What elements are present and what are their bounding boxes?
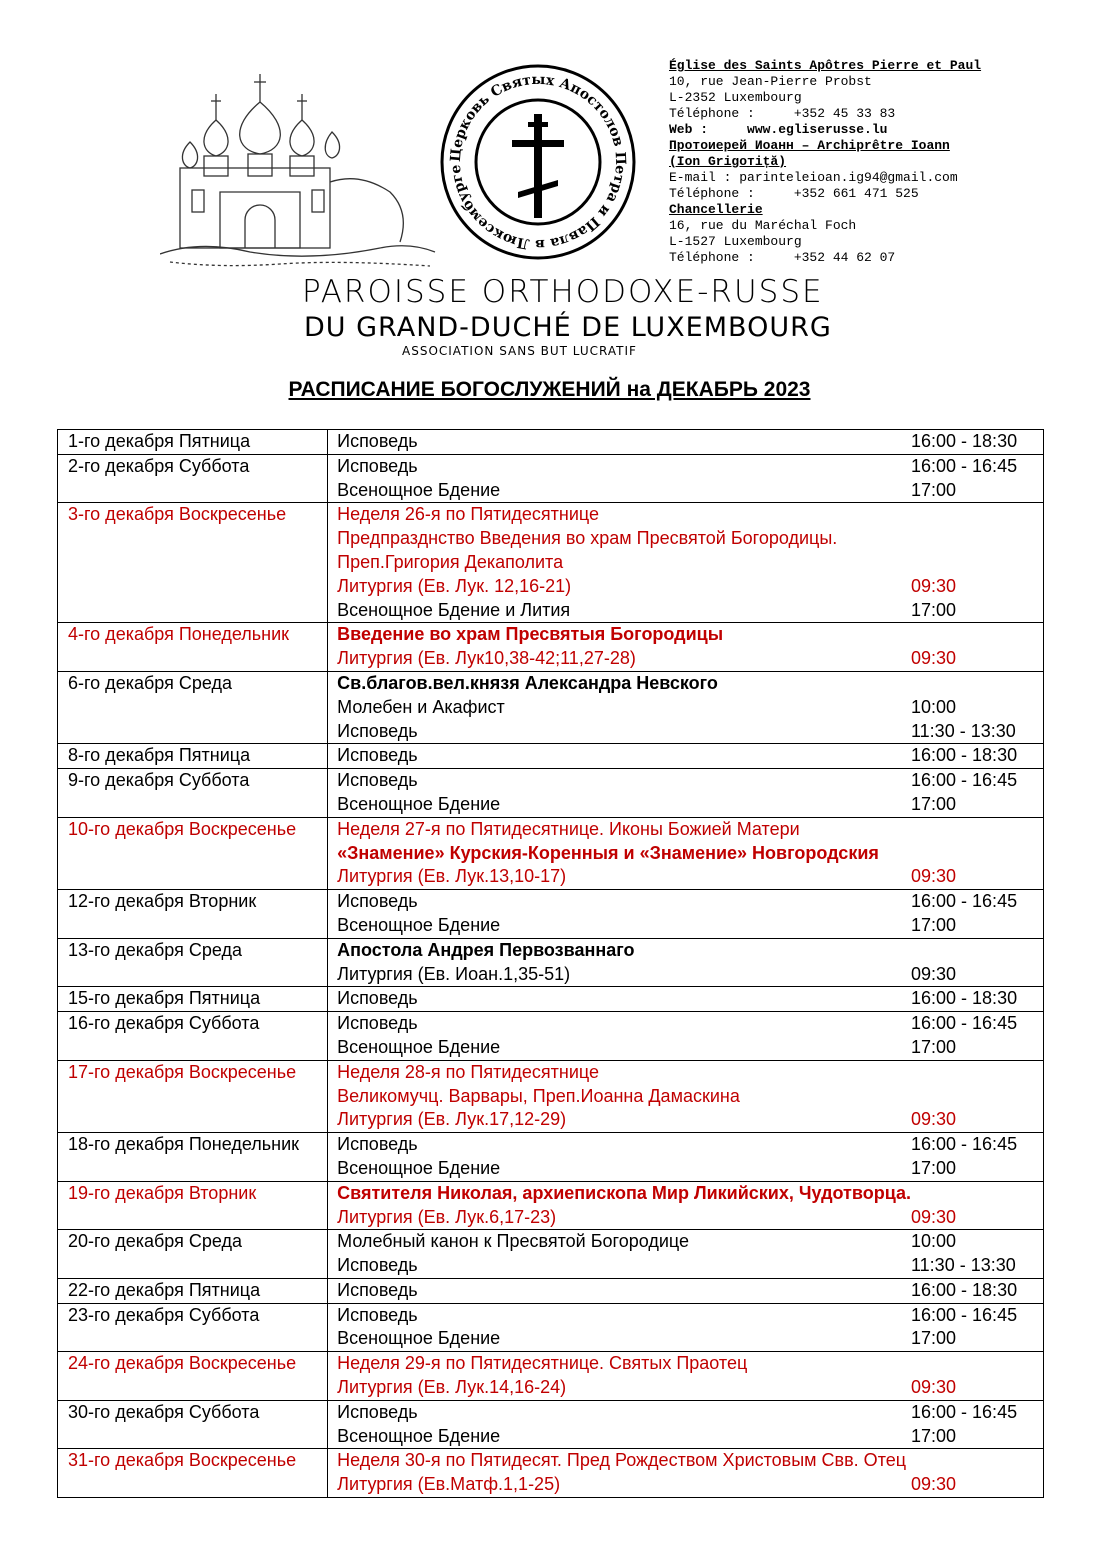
service-name: Литургия (Ев. Лук.17,12-29): [337, 1109, 567, 1130]
service-name: Литургия (Ев. Лук.6,17-23): [337, 1206, 557, 1227]
service-name: Всенощное Бдение: [337, 479, 501, 500]
contact-line: 10, rue Jean-Pierre Probst: [669, 74, 872, 89]
service-name: Неделя 29-я по Пятидесятнице. Святых Праотец: [337, 1353, 748, 1374]
date-label: 3-го декабря Воскресенье: [68, 504, 287, 525]
service-cell: [328, 1303, 1044, 1352]
service-name: Литургия (Ев. Иоан.1,35-51): [337, 963, 571, 984]
service-time: 17:00: [911, 1328, 957, 1349]
date-label: 6-го декабря Среда: [68, 672, 232, 693]
service-cell: [328, 1060, 1044, 1132]
date-label: 13-го декабря Среда: [68, 939, 242, 960]
service-cell: [328, 1278, 1044, 1303]
service-name: Неделя 30-я по Пятидесят. Пред Рождеством Христовым Свв. Отец: [337, 1450, 907, 1471]
service-time: 09:30: [911, 648, 957, 669]
service-name: Исповедь: [337, 770, 418, 791]
service-name: Предпразднство Введения во храм Пресвятой Богородицы.: [337, 528, 838, 549]
service-line: [337, 1401, 1029, 1425]
service-name: Всенощное Бдение: [337, 1425, 501, 1446]
service-time: [911, 503, 1029, 527]
service-time: [911, 1085, 1029, 1109]
schedule-row: [58, 987, 1044, 1012]
service-name: Исповедь: [337, 1279, 418, 1300]
service-name: Неделя 26-я по Пятидесятнице: [337, 504, 600, 525]
service-time: [911, 1352, 1029, 1376]
service-line: [337, 818, 1029, 842]
service-line: [337, 1230, 1029, 1254]
contact-line: (Ion Grigoтiță): [669, 154, 787, 169]
service-line: [337, 1327, 1029, 1351]
schedule-row: [58, 503, 1044, 623]
service-name: Неделя 28-я по Пятидесятнице: [337, 1061, 600, 1082]
service-line: [337, 865, 1029, 889]
service-line: [337, 1352, 1029, 1376]
service-line: [337, 720, 1029, 744]
service-cell: [328, 430, 1044, 455]
service-time: [911, 818, 1029, 842]
service-cell: [328, 1352, 1044, 1401]
date-label: 16-го декабря Суббота: [68, 1013, 260, 1034]
contact-line: Église des Saints Apôtres Pierre et Paul: [669, 58, 982, 73]
service-cell: [328, 503, 1044, 623]
service-cell: [328, 1133, 1044, 1182]
service-name: Святителя Николая, архиепископа Мир Ликийских, Чудотворца.: [337, 1182, 911, 1203]
service-name: Введение во храм Пресвятыя Богородицы: [337, 624, 724, 645]
service-time: 16:00 - 16:45: [911, 455, 1018, 476]
service-time: [911, 672, 1029, 696]
service-name: Исповедь: [337, 988, 418, 1009]
service-name: Св.благов.вел.князя Александра Невского: [337, 672, 718, 693]
date-label: 2-го декабря Суббота: [68, 455, 250, 476]
service-line: [337, 672, 1029, 696]
service-name: Всенощное Бдение: [337, 914, 501, 935]
service-line: [337, 1206, 1029, 1230]
contact-line: Web : www.egliserusse.lu: [669, 122, 888, 137]
date-label: 15-го декабря Пятница: [68, 988, 261, 1009]
service-cell: [328, 623, 1044, 672]
schedule-row: [58, 1449, 1044, 1498]
date-cell: [58, 890, 328, 939]
service-line: [337, 1061, 1029, 1085]
schedule-row: [58, 938, 1044, 987]
service-name: Исповедь: [337, 1401, 418, 1422]
schedule-row: [58, 1352, 1044, 1401]
schedule-row: [58, 769, 1044, 818]
service-cell: [328, 454, 1044, 503]
service-line: [337, 1133, 1029, 1157]
service-line: [337, 647, 1029, 671]
contact-line: E-mail : parinteleioan.ig94@gmail.com: [669, 170, 958, 185]
schedule-row: [58, 1060, 1044, 1132]
date-cell: [58, 1133, 328, 1182]
service-cell: [328, 1449, 1044, 1498]
date-label: 19-го декабря Вторник: [68, 1182, 257, 1203]
date-label: 20-го декабря Среда: [68, 1231, 242, 1252]
date-cell: [58, 1012, 328, 1061]
church-drawing-logo: [160, 72, 440, 272]
service-time: 10:00: [911, 1231, 957, 1252]
service-name: Молебный канон к Пресвятой Богородице: [337, 1231, 690, 1252]
date-cell: [58, 744, 328, 769]
date-cell: [58, 671, 328, 743]
service-time: [911, 939, 1029, 963]
service-time: 11:30 - 13:30: [911, 1255, 1016, 1276]
service-time: 09:30: [911, 1474, 957, 1495]
service-line: [337, 503, 1029, 527]
date-label: 18-го декабря Понедельник: [68, 1134, 300, 1155]
service-line: [337, 769, 1029, 793]
service-name: Литургия (Ев. Лук10,38-42;11,27-28): [337, 648, 636, 669]
parish-name-line2: DU GRAND-DUCHÉ DE LUXEMBOURG: [304, 312, 832, 343]
service-line: [337, 744, 1029, 768]
contact-line: Téléphone : +352 661 471 525: [669, 186, 919, 201]
service-line: [337, 914, 1029, 938]
schedule-row: [58, 1012, 1044, 1061]
schedule-row: [58, 454, 1044, 503]
service-name: Всенощное Бдение и Лития: [337, 599, 571, 620]
service-name: Неделя 27-я по Пятидесятнице. Иконы Божией Матери: [337, 818, 800, 839]
date-label: 9-го декабря Суббота: [68, 770, 250, 791]
service-line: [337, 1157, 1029, 1181]
date-cell: [58, 430, 328, 455]
date-label: 22-го декабря Пятница: [68, 1279, 261, 1300]
service-name: Апостола Андрея Первозваннаго: [337, 939, 635, 960]
service-line: [337, 623, 1029, 647]
service-cell: [328, 744, 1044, 769]
service-line: [337, 551, 1029, 575]
service-cell: [328, 1400, 1044, 1449]
date-label: 8-го декабря Пятница: [68, 745, 251, 766]
date-label: 17-го декабря Воскресенье: [68, 1061, 297, 1082]
service-line: [337, 1304, 1029, 1328]
service-name: Исповедь: [337, 1304, 418, 1325]
service-time: 16:00 - 18:30: [911, 1279, 1018, 1300]
service-name: Всенощное Бдение: [337, 1036, 501, 1057]
date-label: 10-го декабря Воскресенье: [68, 818, 297, 839]
service-time: [911, 1182, 1029, 1206]
schedule-row: [58, 1400, 1044, 1449]
date-cell: [58, 1352, 328, 1401]
service-time: 09:30: [911, 1377, 957, 1398]
date-label: 12-го декабря Вторник: [68, 891, 257, 912]
service-time: 16:00 - 18:30: [911, 745, 1018, 766]
service-line: [337, 1108, 1029, 1132]
service-name: Литургия (Ев.Матф.1,1-25): [337, 1474, 561, 1495]
service-name: Литургия (Ев. Лук.13,10-17): [337, 866, 567, 887]
service-time: 17:00: [911, 1425, 957, 1446]
schedule-row: [58, 1278, 1044, 1303]
schedule-row: [58, 430, 1044, 455]
service-line: [337, 939, 1029, 963]
service-cell: [328, 890, 1044, 939]
date-cell: [58, 1181, 328, 1230]
service-line: [337, 455, 1029, 479]
contact-line: Téléphone : +352 45 33 83: [669, 106, 896, 121]
date-cell: [58, 938, 328, 987]
service-cell: [328, 769, 1044, 818]
page-title: РАСПИСАНИЕ БОГОСЛУЖЕНИЙ на ДЕКАБРЬ 2023: [288, 378, 811, 401]
schedule-row: [58, 817, 1044, 889]
schedule-row: [58, 1133, 1044, 1182]
service-name: Преп.Григория Декаполита: [337, 551, 564, 572]
service-name: Исповедь: [337, 891, 418, 912]
service-time: 11:30 - 13:30: [911, 720, 1016, 741]
service-time: 09:30: [911, 1206, 957, 1227]
service-time: 09:30: [911, 963, 957, 984]
service-cell: [328, 1012, 1044, 1061]
date-label: 24-го декабря Воскресенье: [68, 1353, 297, 1374]
parish-name-line1: PAROISSE ORTHODOXE-RUSSE: [302, 274, 824, 310]
date-label: 1-го декабря Пятница: [68, 431, 251, 451]
schedule-row: [58, 671, 1044, 743]
service-line: [337, 842, 1029, 866]
service-name: Литургия (Ев. Лук. 12,16-21): [337, 575, 572, 596]
service-name: Молебен и Акафист: [337, 696, 505, 717]
service-line: [337, 793, 1029, 817]
date-cell: [58, 1449, 328, 1498]
contact-block: [669, 58, 981, 266]
service-name: Исповедь: [337, 745, 418, 766]
date-cell: [58, 817, 328, 889]
service-line: [337, 1182, 1029, 1206]
service-line: [337, 1012, 1029, 1036]
service-cell: [328, 938, 1044, 987]
service-line: [337, 963, 1029, 987]
service-time: 16:00 - 16:45: [911, 1401, 1018, 1422]
service-time: 16:00 - 18:30: [911, 988, 1018, 1009]
service-cell: [328, 671, 1044, 743]
service-line: [337, 527, 1029, 551]
schedule-row: [58, 890, 1044, 939]
schedule-row: [58, 623, 1044, 672]
service-time: [911, 527, 1029, 551]
service-name: Всенощное Бдение: [337, 1328, 501, 1349]
service-line: [337, 1085, 1029, 1109]
service-time: 16:00 - 16:45: [911, 770, 1018, 791]
service-name: Исповедь: [337, 1013, 418, 1034]
contact-line: Протоиерей Иоанн – Archiprêtre Ioann: [669, 138, 950, 153]
contact-line: L-2352 Luxembourg: [669, 90, 802, 105]
service-time: 17:00: [911, 914, 957, 935]
date-cell: [58, 454, 328, 503]
service-time: 17:00: [911, 479, 957, 500]
service-line: [337, 430, 1029, 454]
service-line: [337, 1376, 1029, 1400]
service-cell: [328, 1230, 1044, 1279]
service-line: [337, 987, 1029, 1011]
service-name: Великомучц. Варвары, Преп.Иоанна Дамаскина: [337, 1085, 740, 1106]
service-time: 16:00 - 16:45: [911, 1134, 1018, 1155]
service-time: [911, 1449, 1029, 1473]
service-name: «Знамение» Курския-Коренныя и «Знамение» Новгородския: [337, 842, 879, 863]
service-time: 16:00 - 16:45: [911, 891, 1018, 912]
date-cell: [58, 769, 328, 818]
parish-seal-icon: [438, 62, 638, 262]
service-time: 16:00 - 16:45: [911, 1013, 1018, 1034]
service-name: Исповедь: [337, 1134, 418, 1155]
service-time: 17:00: [911, 1036, 957, 1057]
schedule-row: [58, 1230, 1044, 1279]
date-label: 4-го декабря Понедельник: [68, 624, 290, 645]
schedule-table: [57, 429, 1044, 1498]
schedule-row: [58, 1181, 1044, 1230]
service-name: Исповедь: [337, 720, 418, 741]
service-line: [337, 1279, 1029, 1303]
service-time: 16:00 - 18:30: [911, 431, 1018, 451]
date-cell: [58, 1278, 328, 1303]
service-line: [337, 890, 1029, 914]
date-cell: [58, 1400, 328, 1449]
date-cell: [58, 987, 328, 1012]
service-line: [337, 1254, 1029, 1278]
service-line: [337, 696, 1029, 720]
service-line: [337, 1473, 1029, 1497]
date-cell: [58, 623, 328, 672]
contact-line: Chancellerie: [669, 202, 763, 217]
service-time: [911, 551, 1029, 575]
service-name: Исповедь: [337, 1255, 418, 1276]
schedule-row: [58, 744, 1044, 769]
service-line: [337, 1449, 1029, 1473]
date-cell: [58, 503, 328, 623]
date-label: 31-го декабря Воскресенье: [68, 1450, 297, 1471]
service-time: [911, 623, 1029, 647]
service-name: Исповедь: [337, 455, 418, 476]
date-label: 23-го декабря Суббота: [68, 1304, 260, 1325]
date-cell: [58, 1060, 328, 1132]
service-time: 17:00: [911, 599, 957, 620]
service-name: Исповедь: [337, 431, 418, 451]
service-name: Всенощное Бдение: [337, 793, 501, 814]
service-line: [337, 1425, 1029, 1449]
svg-text:Церковь Святых Апостолов Петра: Церковь Святых Апостолов Петра и Павла в Люксембурге: [447, 71, 629, 253]
service-line: [337, 599, 1029, 623]
service-line: [337, 479, 1029, 503]
service-time: 17:00: [911, 793, 957, 814]
service-line: [337, 1036, 1029, 1060]
service-name: Всенощное Бдение: [337, 1157, 501, 1178]
service-time: 10:00: [911, 696, 957, 717]
service-time: 17:00: [911, 1157, 957, 1178]
contact-line: L-1527 Luxembourg: [669, 234, 802, 249]
contact-line: Téléphone : +352 44 62 07: [669, 250, 896, 265]
service-time: 09:30: [911, 866, 957, 887]
service-name: Литургия (Ев. Лук.14,16-24): [337, 1377, 567, 1398]
service-cell: [328, 1181, 1044, 1230]
service-time: 09:30: [911, 1109, 957, 1130]
service-line: [337, 575, 1029, 599]
service-time: [911, 842, 1029, 866]
service-cell: [328, 987, 1044, 1012]
date-label: 30-го декабря Суббота: [68, 1401, 260, 1422]
service-time: [911, 1061, 1029, 1085]
service-cell: [328, 817, 1044, 889]
service-time: 16:00 - 16:45: [911, 1304, 1018, 1325]
contact-line: 16, rue du Maréchal Foch: [669, 218, 857, 233]
schedule-row: [58, 1303, 1044, 1352]
date-cell: [58, 1303, 328, 1352]
association-note: ASSOCIATION SANS BUT LUCRATIF: [402, 344, 637, 358]
date-cell: [58, 1230, 328, 1279]
service-time: 09:30: [911, 575, 957, 596]
